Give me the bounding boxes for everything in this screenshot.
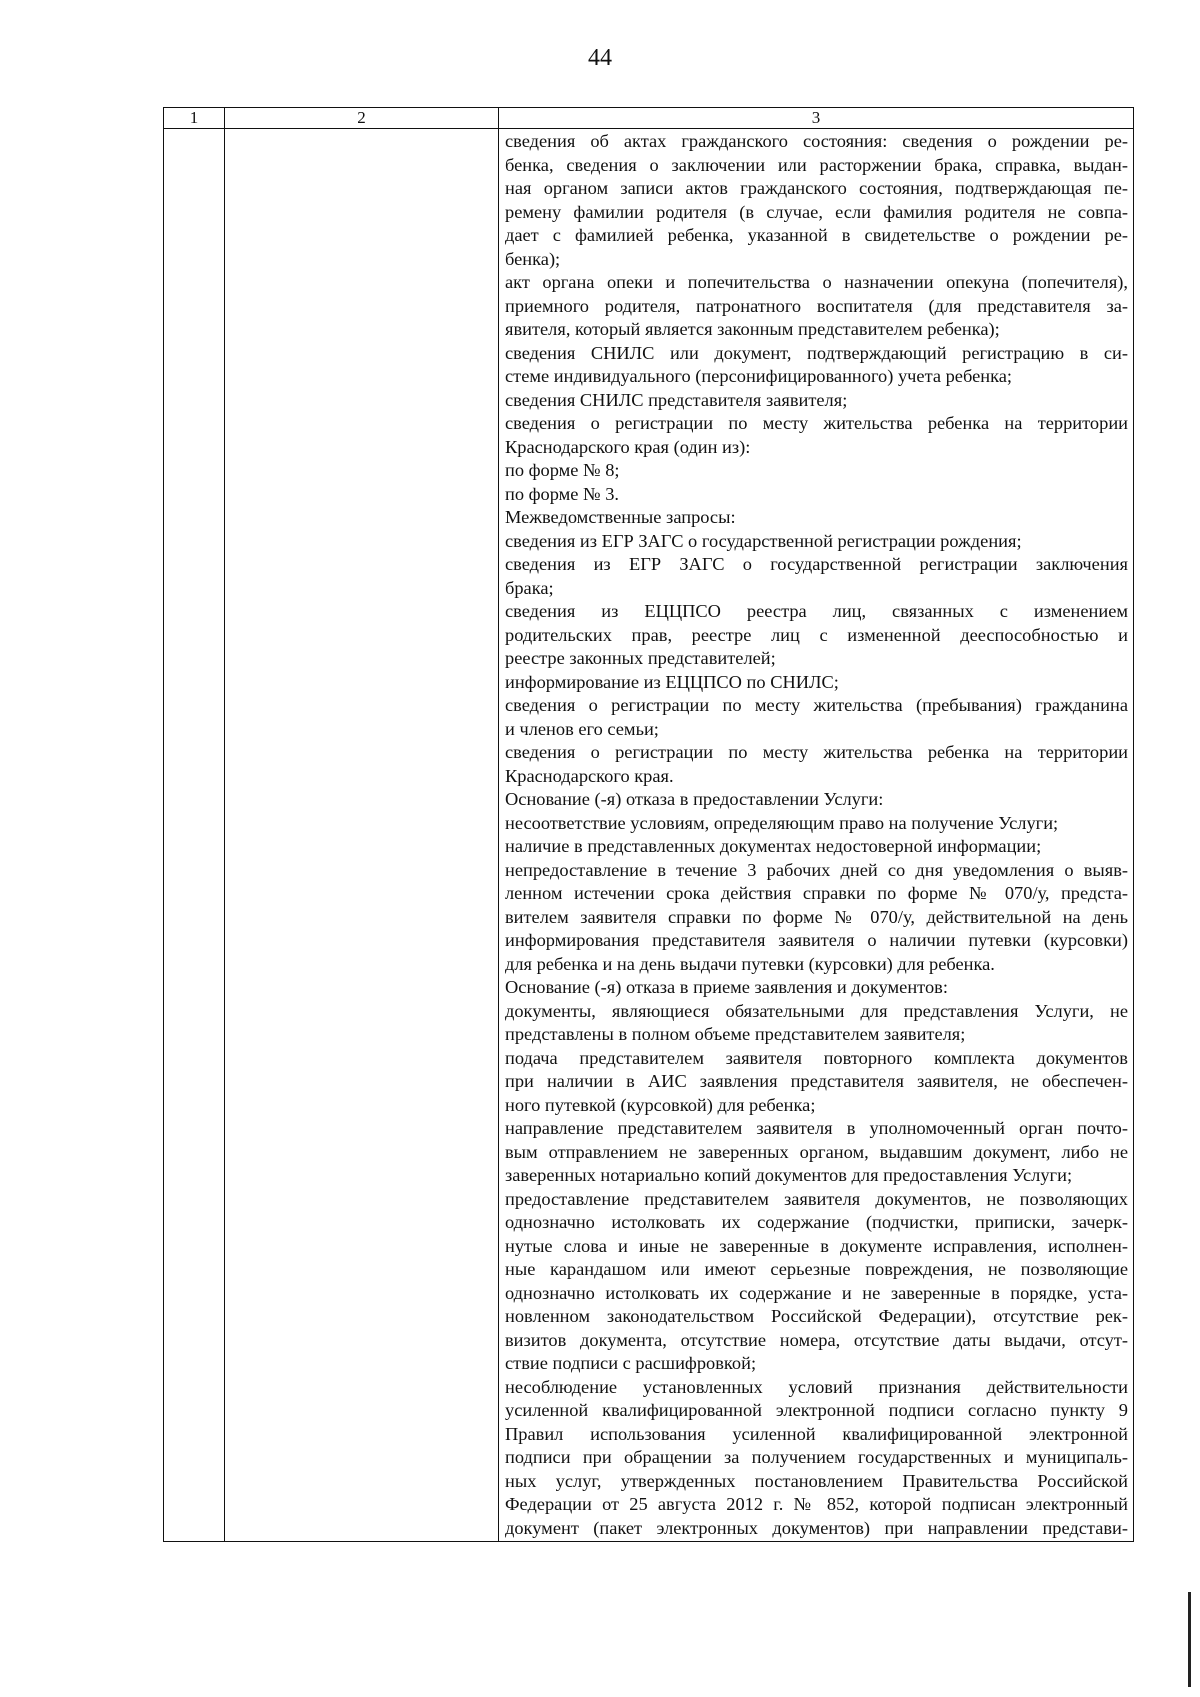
text-line: и членов его семьи;	[505, 718, 659, 739]
text-line: сведения СНИЛС или документ, подтверждающий регистрацию в си-	[505, 342, 1128, 363]
text-line: сведения о регистрации по месту жительства ребенка на территории	[505, 413, 1128, 433]
text-line: по форме № 8;	[505, 460, 620, 480]
text-line: Федерации от 25 августа 2012 г. № 852, которой подписан электронный	[505, 1494, 1128, 1514]
text-line: сведения о регистрации по месту жительства (пребывания) гражданина	[505, 695, 1128, 715]
table-row	[164, 129, 1134, 1542]
text-line: направление представителем заявителя в уполномоченный орган почто-	[505, 1118, 1128, 1138]
text-line: бенка, сведения о заключении или расторжении брака, справка, выдан-	[505, 154, 1128, 175]
text-line: сведения СНИЛС представителя заявителя;	[505, 389, 848, 410]
text-line: представлены в полном объеме представителем заявителя;	[505, 1024, 966, 1044]
text-line: однозначно истолковать их содержание (подчистки, приписки, зачерк-	[505, 1212, 1128, 1232]
text-line: Правил использования усиленной квалифицированной электронной	[505, 1423, 1128, 1444]
text-line: однозначно истолковать их содержание и не заверенные в порядке, уста-	[505, 1282, 1128, 1303]
text-line: Основание (-я) отказа в приеме заявления и документов:	[505, 977, 948, 997]
text-line: ная органом записи актов гражданского состояния, подтверждающая пе-	[505, 178, 1128, 198]
text-line: ных услуг, утвержденных постановлением Правительства Российской	[505, 1470, 1128, 1491]
text-line: нутые слова и иные не заверенные в документе исправления, исполнен-	[505, 1235, 1128, 1256]
text-line: несоблюдение установленных условий признания действительности	[505, 1376, 1128, 1397]
text-line: Основание (-я) отказа в предоставлении Услуги:	[505, 789, 884, 809]
text-line: бенка);	[505, 248, 561, 269]
cell-col-1	[164, 129, 225, 1542]
text-line: информирования представителя заявителя о наличии путевки (курсовки)	[505, 930, 1128, 950]
text-line: сведения из ЕГР ЗАГС о государственной регистрации заключения	[505, 554, 1128, 574]
text-line: подписи при обращении за получением государственных и муниципаль-	[505, 1447, 1128, 1467]
text-line: вителем заявителя справки по форме № 070/у, действительной на день	[505, 906, 1128, 927]
text-line: приемного родителя, патронатного воспитателя (для представителя за-	[505, 295, 1128, 316]
text-line: сведения об актах гражданского состояния: сведения о рождении ре-	[505, 131, 1128, 151]
text-line: документ (пакет электронных документов) при направлении представи-	[505, 1517, 1128, 1538]
text-line: ленном истечении срока действия справки по форме № 070/у, предста-	[505, 883, 1128, 903]
text-line: подача представителем заявителя повторного комплекта документов	[505, 1047, 1128, 1068]
text-line: реестре законных представителей;	[505, 648, 776, 668]
text-line: вым отправлением не заверенных органом, выдавшим документ, либо не	[505, 1141, 1128, 1162]
text-line: дает с фамилией ребенка, указанной в свидетельстве о рождении ре-	[505, 225, 1128, 245]
text-line: заверенных нотариально копий документов для предоставления Услуги;	[505, 1165, 1073, 1185]
text-line: предоставление представителем заявителя документов, не позволяющих	[505, 1188, 1128, 1209]
text-line: явителя, который является законным представителем ребенка);	[505, 319, 1000, 339]
text-line: непредоставление в течение 3 рабочих дней со дня уведомления о выяв-	[505, 859, 1128, 880]
text-line: ного путевкой (курсовкой) для ребенка;	[505, 1094, 816, 1115]
text-line: по форме № 3.	[505, 483, 619, 504]
text-line: несоответствие условиям, определяющим право на получение Услуги;	[505, 812, 1059, 833]
page-number: 44	[588, 45, 612, 71]
column-header-1: 1	[164, 108, 225, 129]
text-line: родительских прав, реестре лиц с измененной дееспособностью и	[505, 624, 1128, 645]
column-header-3: 3	[499, 108, 1134, 129]
text-line: новленном законодательством Российской Федерации), отсутствие рек-	[505, 1306, 1128, 1326]
column-number-row	[164, 108, 1134, 129]
text-line: усиленной квалифицированной электронной подписи согласно пункту 9	[505, 1400, 1128, 1420]
scan-edge-mark	[1188, 1592, 1191, 1687]
text-line: ремену фамилии родителя (в случае, если фамилия родителя не совпа-	[505, 201, 1128, 222]
text-line: для ребенка и на день выдачи путевки (курсовки) для ребенка.	[505, 953, 995, 974]
text-line: при наличии в АИС заявления представителя заявителя, не обеспечен-	[505, 1071, 1128, 1091]
text-line: информирование из ЕЦЦПСО по СНИЛС;	[505, 671, 839, 692]
text-line: Краснодарского края (один из):	[505, 436, 751, 457]
text-line: сведения из ЕГР ЗАГС о государственной регистрации рождения;	[505, 530, 1022, 551]
cell-col-2	[225, 129, 499, 1542]
text-line: Краснодарского края.	[505, 765, 674, 786]
text-line: документы, являющиеся обязательными для представления Услуги, не	[505, 1000, 1128, 1021]
text-line: брака;	[505, 577, 554, 598]
text-line: Межведомственные запросы:	[505, 507, 736, 527]
text-line: акт органа опеки и попечительства о назначении опекуна (попечителя),	[505, 272, 1128, 292]
column-header-2: 2	[225, 108, 499, 129]
text-line: наличие в представленных документах недостоверной информации;	[505, 836, 1042, 856]
text-line: стеме индивидуального (персонифицированного) учета ребенка;	[505, 366, 1012, 386]
document-table	[163, 107, 1134, 1542]
cell-col-3-text	[499, 129, 1134, 1542]
text-line: ные карандашом или имеют серьезные повреждения, не позволяющие	[505, 1259, 1128, 1279]
text-line: ствие подписи с расшифровкой;	[505, 1353, 757, 1373]
text-line: визитов документа, отсутствие номера, отсутствие даты выдачи, отсут-	[505, 1329, 1128, 1350]
text-line: сведения о регистрации по месту жительства ребенка на территории	[505, 742, 1128, 762]
text-line: сведения из ЕЦЦПСО реестра лиц, связанных с изменением	[505, 601, 1128, 621]
